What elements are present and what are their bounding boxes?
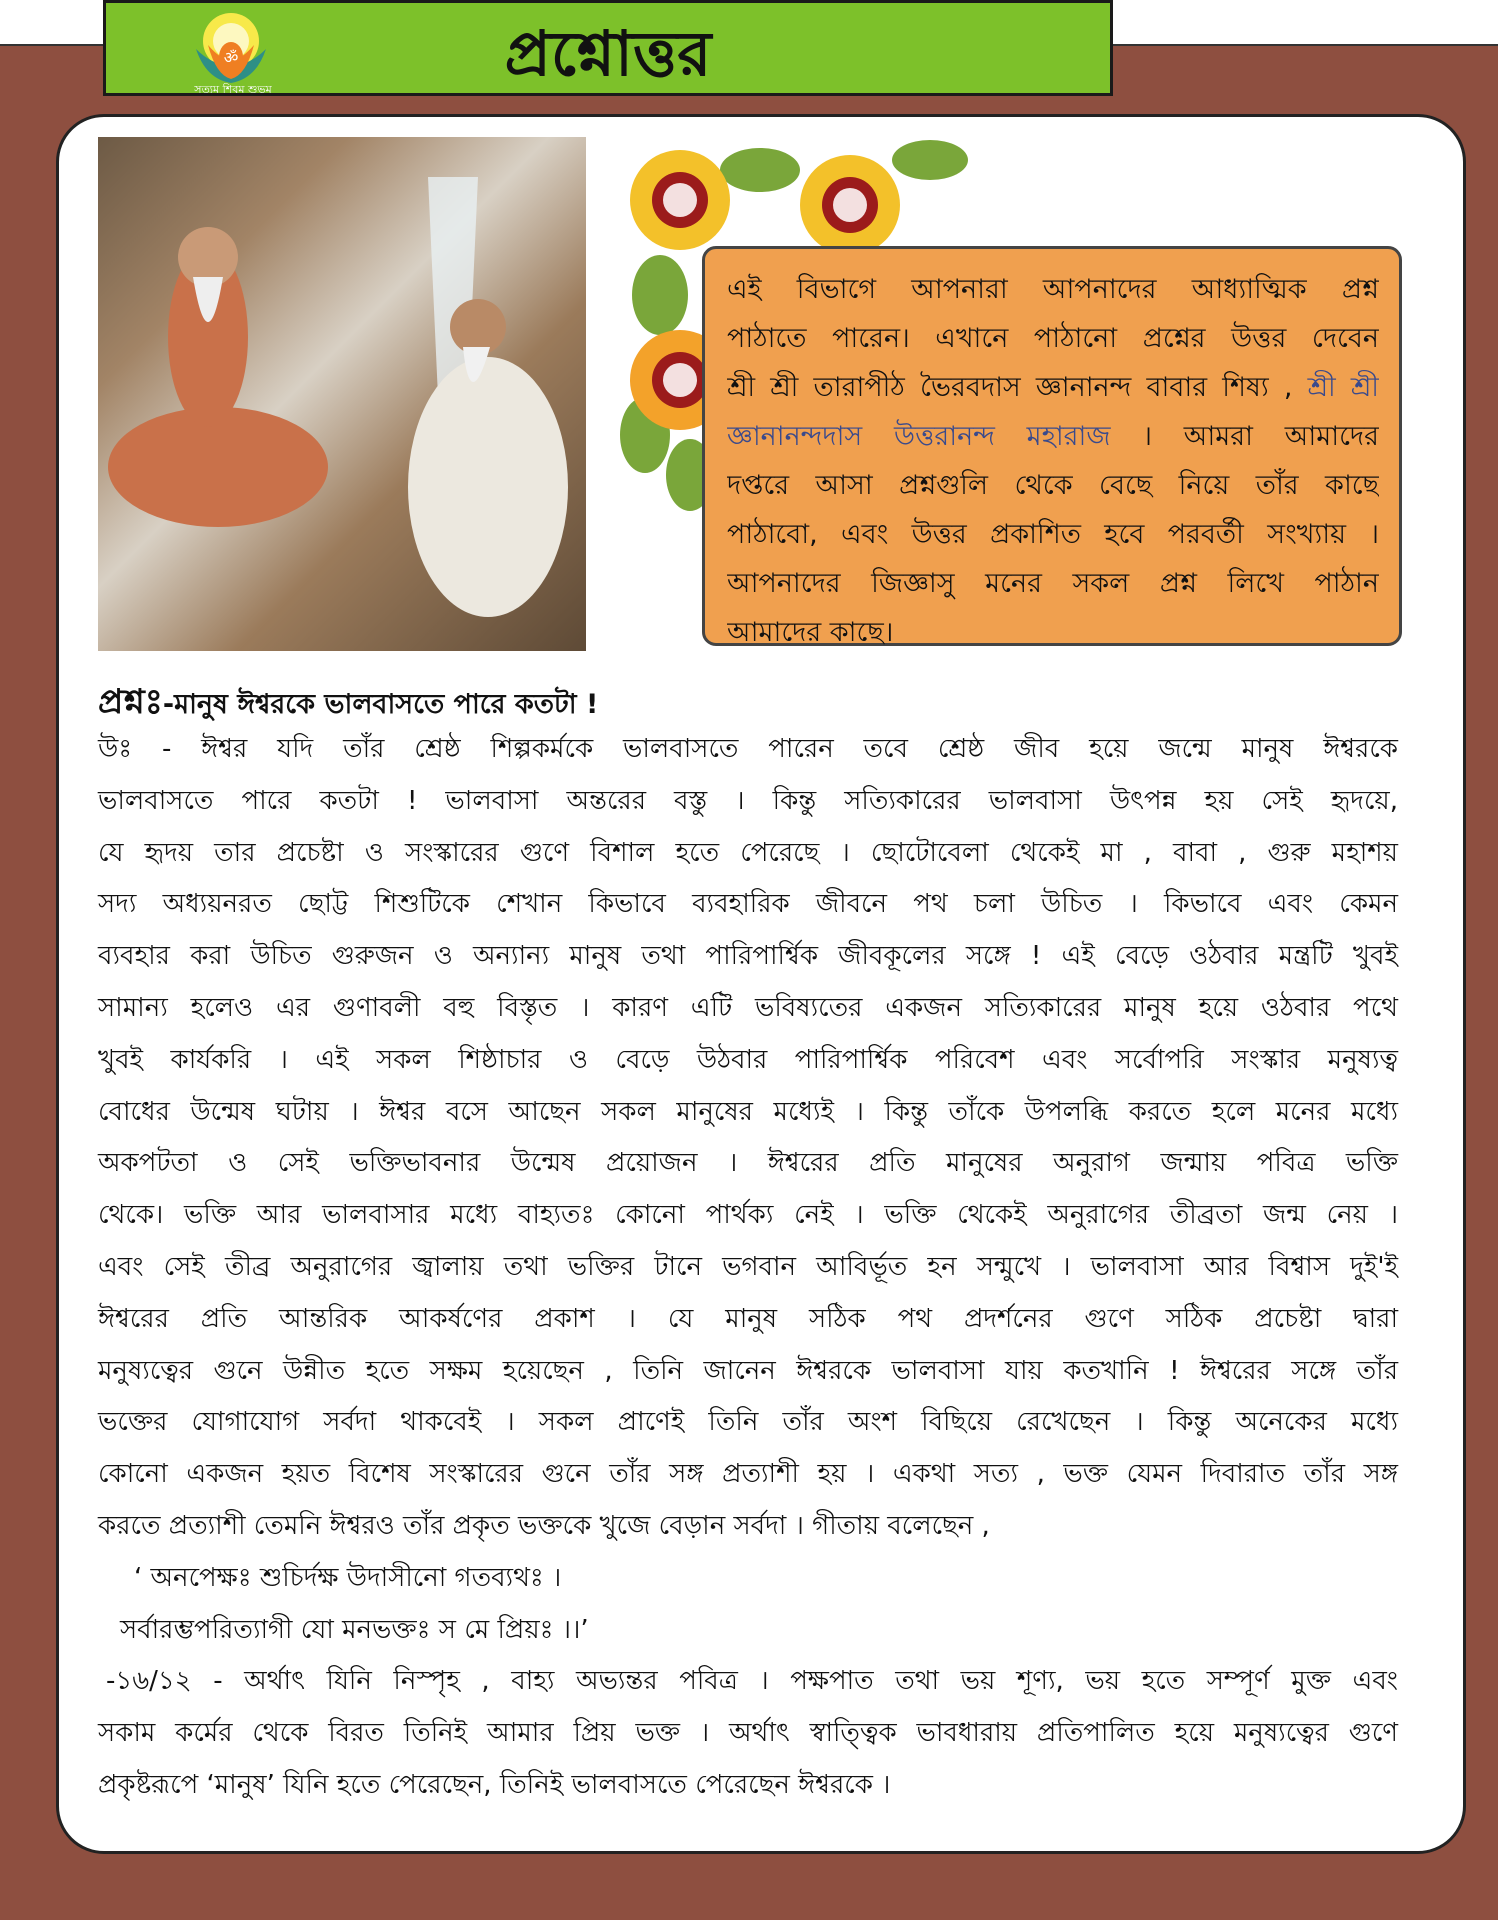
answer-line: সদ্য অধ্যয়নরত ছোট্ট শিশুটিকে শেখান কিভাবে ব্যবহারিক জীবনে পথ চলা উচিত । কিভাবে এবং কেমন	[98, 889, 1398, 920]
answer-line: ব্যবহার করা উচিত গুরুজন ও অন্যান্য মানুষ তথা পারিপার্শ্বিক জীবকূলের সঙ্গে ! এই বেড়ে ওঠবার মন্ত্রটি খুবই	[98, 941, 1398, 972]
answer-line: প্রকৃষ্টরূপে ‘মানুষ’ যিনি হতে পেরেছেন, তিনিই ভালবাসতে পেরেছেন ঈশ্বরকে ।	[98, 1769, 891, 1800]
question-label: প্রশ্নঃ	[98, 682, 163, 722]
answer-line: খুবই কার্যকরি । এই সকল শিষ্ঠাচার ও বেড়ে উঠবার পারিপার্শ্বিক পরিবেশ এবং সর্বোপরি সংস্কার মনুষ্যত্ব	[98, 1044, 1398, 1075]
info-line: পাঠাবো, এবং উত্তর প্রকাশিত হবে পরবর্তী সংখ্যায় ।	[727, 519, 1379, 550]
info-text: । আমরা আমাদের	[1142, 421, 1379, 452]
answer-line: যে হৃদয় তার প্রচেষ্টা ও সংস্কারের গুণে বিশাল হতে পেরেছে । ছোটোবেলা থেকেই মা , বাবা , গুরু মহাশয়	[98, 837, 1398, 868]
guru-name: শ্রী শ্রী	[1307, 372, 1379, 403]
answer-line: উঃ - ঈশ্বর যদি তাঁর শ্রেষ্ঠ শিল্পকর্মকে ভালবাসতে পারেন তবে শ্রেষ্ঠ জীব হয়ে জন্মে মানুষ ঈশ্বরকে	[98, 734, 1398, 764]
answer-line: করতে প্রত্যাশী তেমনি ঈশ্বরও তাঁর প্রকৃত ভক্তকে খুজে বেড়ান সর্বদা । গীতায় বলেছেন ,	[98, 1510, 990, 1541]
answer-line: ভক্তের যোগাযোগ সর্বদা থাকবেই । সকল প্রাণেই তিনি তাঁর অংশ বিছিয়ে রেখেছেন । কিন্তু অনেকের মধ্যে	[98, 1407, 1398, 1438]
answer-line: অকপটতা ও সেই ভক্তিভাবনার উন্মেষ প্রয়োজন । ঈশ্বরের প্রতি মানুষের অনুরাগ জন্মায় পবিত্র ভক্তি	[98, 1148, 1398, 1179]
answer-line: সামান্য হলেও এর গুণাবলী বহু বিস্তৃত । কারণ এটি ভবিষ্যতের একজন সত্যিকারের মানুষ হয়ে ওঠবার পথে	[98, 992, 1398, 1023]
info-text: শ্রী শ্রী তারাপীঠ ভৈরবদাস জ্ঞানানন্দ বাবার শিষ্য ,	[727, 372, 1293, 403]
answer-line: ভালবাসতে পারে কতটা ! ভালবাসা অন্তরের বস্তু । কিন্তু সত্যিকারের ভালবাসা উৎপন্ন হয় সেই হৃদয়ে,	[98, 785, 1398, 816]
page-title: প্রশ্নোত্তর	[504, 17, 712, 90]
info-line: আপনাদের জিজ্ঞাসু মনের সকল প্রশ্ন লিখে পাঠান	[727, 568, 1379, 599]
answer-line: থেকে। ভক্তি আর ভালবাসার মধ্যে বাহ্যতঃ কোনো পার্থক্য নেই । ভক্তি থেকেই অনুরাগের তীব্রতা জন্ম নেয় ।	[98, 1200, 1398, 1231]
svg-text:ॐ: ॐ	[223, 48, 239, 67]
section-header	[103, 0, 1113, 96]
info-line: দপ্তরে আসা প্রশ্নগুলি থেকে বেছে নিয়ে তাঁর কাছে	[727, 470, 1379, 501]
info-line	[727, 412, 1379, 461]
info-line: আমাদের কাছে।	[727, 617, 894, 648]
logo-tagline: সত্যম শিবম শুভম	[194, 83, 272, 96]
info-line: পাঠাতে পারেন। এখানে পাঠানো প্রশ্নের উত্তর দেবেন	[727, 323, 1379, 354]
answer-line: বোধের উন্মেষ ঘটায় । ঈশ্বর বসে আছেন সকল মানুষের মধ্যেই । কিন্তু তাঁকে উপলব্ধি করতে হলে মনের মধ্যে	[98, 1096, 1398, 1127]
sages-illustration	[98, 137, 586, 651]
answer-line: সকাম কর্মের থেকে বিরত তিনিই আমার প্রিয় ভক্ত । অর্থাৎ স্বাত্ত্বিক ভাবধারায় প্রতিপালিত হয়ে মনুষ্যত্বের গুণে	[98, 1718, 1398, 1749]
intro-info-box	[702, 246, 1402, 646]
gita-verse-line: ‘ অনপেক্ষঃ শুচির্দক্ষ উদাসীনো গতব্যথঃ ।	[134, 1562, 562, 1593]
answer-line: কোনো একজন হয়ত বিশেষ সংস্কারের গুনে তাঁর সঙ্গ প্রত্যাশী হয় । একথা সত্য , ভক্ত যেমন দিবারাত তাঁর সঙ্গ	[98, 1459, 1398, 1490]
guru-name: জ্ঞানানন্দদাস উত্তরানন্দ মহারাজ	[727, 421, 1111, 452]
info-line: এই বিভাগে আপনারা আপনাদের আধ্যাত্মিক প্রশ্ন	[727, 274, 1379, 305]
question-text: -মানুষ ঈশ্বরকে ভালবাসতে পারে কতটা !	[162, 689, 599, 720]
answer-line: -১৬/১২ - অর্থাৎ যিনি নিস্পৃহ , বাহ্য অভ্যন্তর পবিত্র । পক্ষপাত তথা ভয় শূণ্য, ভয় হতে সম্পূর্ণ মুক্ত এবং	[106, 1666, 1398, 1697]
answer-line: ঈশ্বরের প্রতি আন্তরিক আকর্ষণের প্রকাশ । যে মানুষ সঠিক পথ প্রদর্শনের গুণে সঠিক প্রচেষ্টা দ্বারা	[98, 1303, 1398, 1334]
gita-verse-line: সর্বারম্ভপরিত্যাগী যো মনভক্তঃ স মে প্রিয়ঃ ।।’	[120, 1614, 589, 1645]
info-line	[727, 363, 1379, 412]
answer-line: মনুষ্যত্বের গুনে উন্নীত হতে সক্ষম হয়েছেন , তিনি জানেন ঈশ্বরকে ভালবাসা যায় কতখানি ! ঈশ্বরের সঙ্গে তাঁর	[98, 1355, 1398, 1386]
answer-body	[98, 724, 1398, 1812]
answer-line: এবং সেই তীব্র অনুরাগের জ্বালায় তথা ভক্তির টানে ভগবান আবির্ভূত হন সন্মুখে । ভালবাসা আর বিশ্বাস দুই'ই	[98, 1251, 1398, 1282]
sages-painting-icon	[98, 137, 586, 651]
